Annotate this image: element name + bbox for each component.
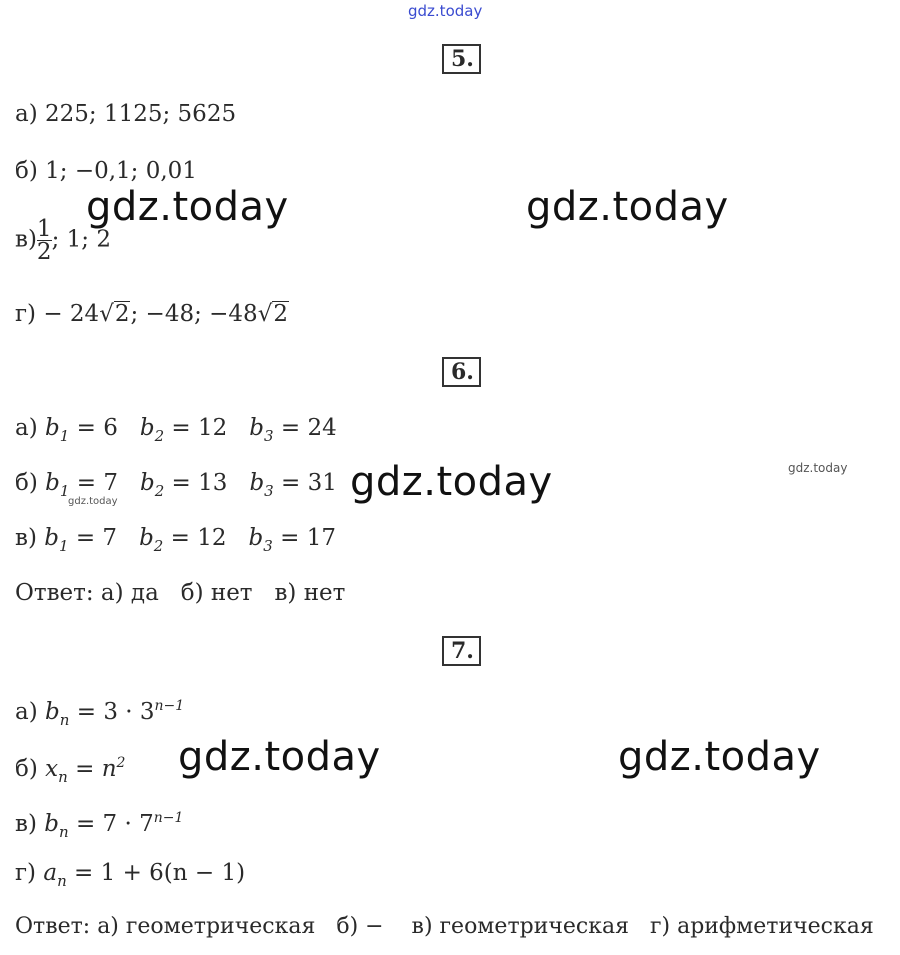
value-b3: 24: [307, 415, 337, 441]
rhs: 7 · 7: [102, 811, 154, 837]
watermark: gdz.today: [178, 734, 381, 780]
value-b3: 17: [306, 525, 336, 551]
task-number-6: 6.: [442, 357, 481, 387]
task5-v-prefix: в): [15, 226, 37, 253]
value-b1: 6: [103, 415, 118, 441]
sqrt-radicand: 2: [114, 301, 130, 327]
watermark-small: gdz.today: [788, 461, 848, 475]
task5-item-b: б) 1; −0,1; 0,01: [15, 158, 197, 184]
value-b1: 7: [102, 525, 118, 551]
value-b2: 12: [198, 415, 228, 441]
item-label: в): [15, 525, 37, 551]
watermark-small: gdz.today: [68, 496, 118, 507]
sqrt-sign: √: [99, 301, 114, 327]
watermark: gdz.today: [618, 734, 821, 780]
item-label: б): [15, 470, 38, 496]
task6-item-v: в) $b_1 = 7$ $b_2 = 12$ $b_3 = 17$: [15, 525, 336, 555]
watermark: gdz.today: [86, 184, 289, 230]
task6-item-a: а) $b_1 = 6$ $b_2 = 12$ $b_3 = 24$: [15, 415, 337, 445]
task6-item-b: б) $b_1 = 7$ $b_2 = 13$ $b_3 = 31$: [15, 470, 337, 500]
task-number-5: 5.: [442, 44, 481, 74]
task-number-7: 7.: [442, 636, 481, 666]
value-b3: 31: [307, 470, 337, 496]
watermark-top: gdz.today: [408, 2, 483, 20]
task5-g-mid: ; −48; −48: [130, 301, 258, 327]
task5-item-a: а) 225; 1125; 5625: [15, 101, 237, 127]
task5-item-g: [15, 300, 289, 328]
watermark: gdz.today: [526, 184, 729, 230]
value-b1: 7: [103, 470, 118, 496]
rhs: 3 · 3: [103, 699, 155, 725]
sqrt-radicand: 2: [273, 301, 288, 327]
task5-v-rest: ; 1; 2: [51, 226, 111, 253]
task7-item-v: в) $b_n = 7 \cdot 7^{n-1}$: [15, 810, 184, 841]
task7-item-b: б) $x_n = n^2$: [15, 755, 126, 786]
watermark: gdz.today: [350, 459, 553, 505]
value-b2: 13: [198, 470, 228, 496]
item-label: а): [15, 415, 38, 441]
fraction-numerator: 1: [36, 216, 52, 242]
exponent: n−1: [154, 698, 185, 714]
exponent: 2: [116, 755, 126, 771]
rhs: 1 + 6(n − 1): [100, 860, 246, 886]
value-b2: 12: [197, 525, 227, 551]
exponent: n−1: [153, 810, 184, 826]
sqrt-sign: √: [257, 301, 273, 327]
fraction-denominator: 2: [36, 239, 52, 265]
item-label: г): [15, 860, 37, 886]
item-label: а): [15, 699, 38, 725]
task7-item-a: а) $b_n = 3 \cdot 3^{n-1}$: [15, 698, 185, 729]
task7-answer: Ответ: а) геометрическая б) − в) геометрическая г) арифметическая: [15, 914, 874, 939]
task6-answer: Ответ: а) да б) нет в) нет: [15, 580, 346, 606]
task7-item-g: г) $a_n = 1 + 6(n - 1)$: [15, 860, 246, 890]
task5-g-prefix: г) − 24: [15, 301, 100, 327]
item-label: в): [15, 811, 37, 837]
item-label: б): [15, 756, 38, 782]
fraction: [37, 218, 52, 263]
